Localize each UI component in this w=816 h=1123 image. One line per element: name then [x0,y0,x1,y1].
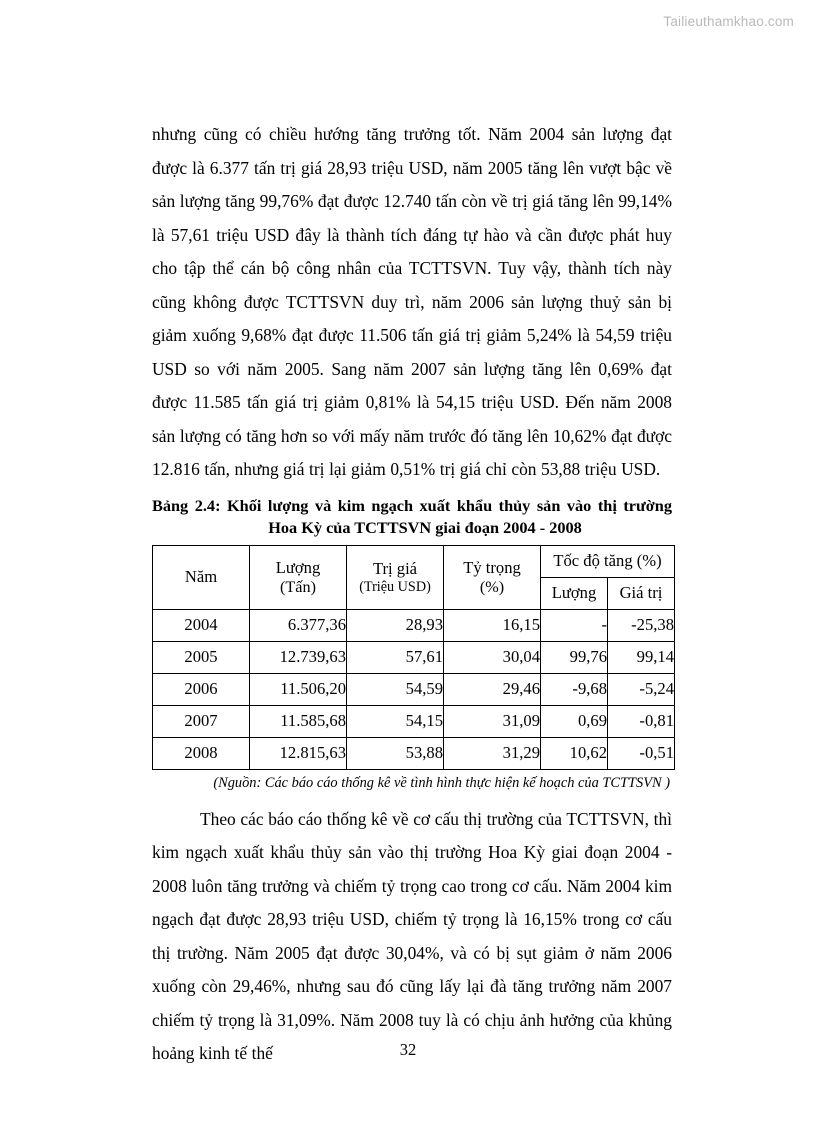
cell-value: 53,88 [347,737,444,769]
cell-growth-value: -5,24 [608,673,675,705]
paragraph-closing: Theo các báo cáo thống kê về cơ cấu thị trường của TCTTSVN, thì kim ngạch xuất khẩu thủy sản vào thị trường Hoa Kỳ giai đoạn 2004 - 2008 luôn tăng trưởng và chiếm tỷ trọng cao trong cơ cấu. Năm 2004 kim ngạch đạt được 28,93 triệu USD, chiếm tỷ trọng là 16,15% trong cơ cấu thị trường. Năm 2005 đạt được 30,04%, và có bị sụt giảm ở năm 2006 xuống còn 29,46%, nhưng sau đó cũng lấy lại đà tăng trưởng năm 2007 chiếm tỷ trọng là 31,09%. Năm 2008 tuy là có chịu ảnh hưởng của khủng hoảng kinh tế thế [152,808,672,1063]
cell-volume: 12.815,63 [250,737,347,769]
column-header-volume-label: Lượng [275,557,321,577]
cell-volume: 12.739,63 [250,641,347,673]
cell-growth-value: -0,81 [608,705,675,737]
cell-growth-value: -25,38 [608,609,675,641]
export-data-table [152,545,675,770]
cell-growth-volume: 99,76 [541,641,608,673]
table-row [153,609,675,641]
cell-share: 30,04 [444,641,541,673]
column-header-volume-unit: (Tấn) [280,577,316,596]
cell-volume: 6.377,36 [250,609,347,641]
table-caption-line-2: Hoa Kỳ của TCTTSVN giai đoạn 2004 - 2008 [268,517,582,537]
column-header-growth-value: Giá trị [608,577,675,609]
cell-share: 29,46 [444,673,541,705]
page-content [152,118,672,1071]
paragraph-spacer [152,792,672,803]
cell-growth-value: -0,51 [608,737,675,769]
column-header-growth-group: Tốc độ tăng (%) [541,545,675,577]
cell-value: 54,15 [347,705,444,737]
cell-share: 31,29 [444,737,541,769]
table-caption [152,495,672,539]
cell-value: 57,61 [347,641,444,673]
cell-year: 2008 [153,737,250,769]
watermark-text: Tailieuthamkhao.com [663,14,794,29]
cell-value: 54,59 [347,673,444,705]
table-caption-line-1: Bảng 2.4: Khối lượng và kim ngạch xuất khẩu thủy sản vào thị trường [152,495,672,515]
table-header-row-top [153,545,675,577]
table-row [153,673,675,705]
column-header-volume [250,545,347,609]
column-header-growth-volume: Lượng [541,577,608,609]
paragraph-intro: nhưng cũng có chiều hướng tăng trưởng tốt. Năm 2004 sản lượng đạt được là 6.377 tấn trị giá 28,93 triệu USD, năm 2005 tăng lên vượt bậc về sản lượng tăng 99,76% đạt được 12.740 tấn còn về trị giá tăng lên 99,14% là 57,61 triệu USD đây là thành tích đáng tự hào và cần được phát huy cho tập thể cán bộ công nhân của TCTTSVN. Tuy vậy, thành tích này cũng không được TCTTSVN duy trì, năm 2006 sản lượng thuỷ sản bị giảm xuống 9,68% đạt được 11.506 tấn giá trị giảm 5,24% là 54,59 triệu USD so với năm 2005. Sang năm 2007 sản lượng tăng lên 0,69% đạt được 11.585 tấn giá trị giảm 0,81% là 54,15 triệu USD. Đến năm 2008 sản lượng có tăng hơn so với mấy năm trước đó tăng lên 10,62% đạt được 12.816 tấn, nhưng giá trị lại giảm 0,51% trị giá chỉ còn 53,88 triệu USD. [152,124,672,479]
cell-growth-volume: 10,62 [541,737,608,769]
table-row [153,737,675,769]
column-header-value-label: Trị giá [372,558,418,578]
cell-volume: 11.506,20 [250,673,347,705]
column-header-value-unit: (Triệu USD) [359,578,431,595]
column-header-value [347,545,444,609]
table-header [153,545,675,609]
cell-volume: 11.585,68 [250,705,347,737]
column-header-share-unit: (%) [479,577,505,596]
table-body [153,609,675,769]
table-row [153,641,675,673]
cell-year: 2005 [153,641,250,673]
cell-year: 2007 [153,705,250,737]
cell-growth-value: 99,14 [608,641,675,673]
cell-value: 28,93 [347,609,444,641]
cell-year: 2006 [153,673,250,705]
column-header-share [444,545,541,609]
cell-share: 16,15 [444,609,541,641]
page-number: 32 [399,1040,417,1059]
cell-growth-volume: - [541,609,608,641]
column-header-year: Năm [153,545,250,609]
cell-year: 2004 [153,609,250,641]
table-source-note: (Nguồn: Các báo cáo thống kê về tình hình thực hiện kế hoạch của TCTTSVN ) [213,774,670,791]
table-row [153,705,675,737]
cell-growth-volume: 0,69 [541,705,608,737]
cell-growth-volume: -9,68 [541,673,608,705]
column-header-share-label: Tỷ trọng [463,557,521,577]
cell-share: 31,09 [444,705,541,737]
